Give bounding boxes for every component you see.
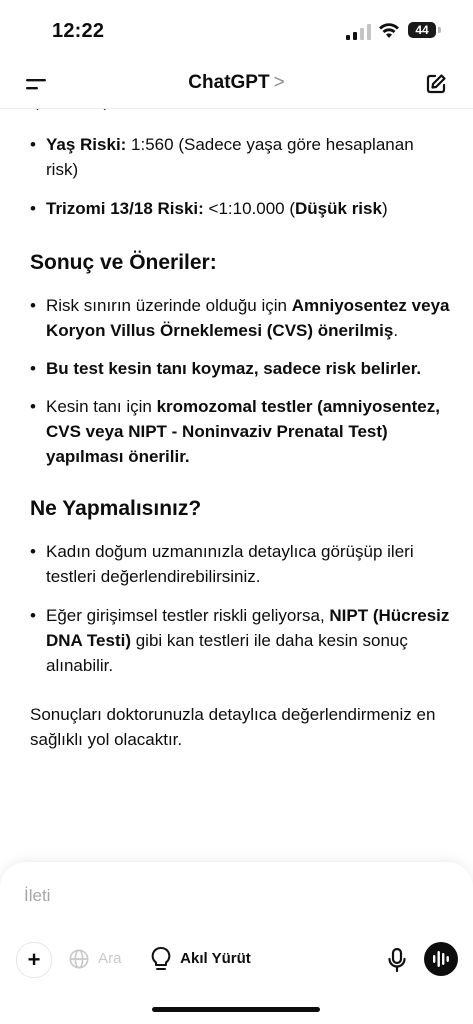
search-label: Ara (98, 949, 122, 967)
section-heading: Sonuç ve Öneriler: (30, 251, 217, 274)
chevron-right-icon: > (273, 72, 285, 93)
new-chat-icon[interactable] (424, 72, 448, 96)
recommendation-list (30, 293, 450, 469)
message-input[interactable]: İleti (24, 886, 51, 905)
app-header (0, 60, 473, 109)
list-item: • Eğer girişimsel testler riskli geliyorsa, NIPT (Hücresiz DNA Testi) gibi kan testleri ile daha kesin sonuç alınabilir. (30, 603, 450, 678)
reason-label: Akıl Yürüt (180, 949, 251, 967)
composer (0, 862, 473, 1024)
reason-button[interactable] (150, 946, 251, 974)
list-item: • Kadın doğum uzmanınızla detaylıca görüşüp ileri testleri değerlendirebilirsiniz. (30, 539, 450, 589)
home-indicator (152, 1007, 320, 1012)
battery-icon (408, 22, 442, 40)
status-bar (0, 0, 473, 60)
voice-mode-button[interactable] (424, 942, 458, 976)
cellular-signal-icon (346, 24, 372, 40)
assistant-message (30, 90, 450, 752)
status-time: 12:22 (52, 20, 105, 42)
add-attachment-button[interactable]: + (16, 942, 52, 978)
list-item: • Bu test kesin tanı koymaz, sadece risk belirler. (30, 356, 450, 381)
section-heading: Ne Yapmalısınız? (30, 497, 202, 520)
list-item: • Kesin tanı için kromozomal testler (amniyosentez, CVS veya NIPT - Noninvaziv Prenatal Test) yapılması önerilir. (30, 394, 450, 469)
globe-icon (68, 948, 90, 970)
risk-list (30, 132, 450, 221)
list-item: • Risk sınırın üzerinde olduğu için Amniyosentez veya Koryon Villus Örneklemesi (CVS) önerilmiş. (30, 293, 450, 343)
list-item: • Trizomi 13/18 Riski: <1:10.000 (Düşük risk) (30, 196, 450, 221)
page-title: ChatGPT (188, 72, 270, 93)
lightbulb-icon (150, 946, 172, 972)
microphone-icon[interactable] (385, 946, 409, 974)
model-selector[interactable] (0, 72, 473, 94)
search-button[interactable] (68, 948, 122, 972)
wifi-icon (378, 22, 400, 40)
battery-level: 44 (415, 23, 429, 37)
list-item: • Yaş Riski: 1:560 (Sadece yaşa göre hesaplanan risk) (30, 132, 450, 182)
action-list (30, 539, 450, 678)
waveform-icon (424, 942, 458, 976)
closing-text: Sonuçları doktorunuzla detaylıca değerlendirmeniz en sağlıklı yol olacaktır. (30, 705, 436, 749)
